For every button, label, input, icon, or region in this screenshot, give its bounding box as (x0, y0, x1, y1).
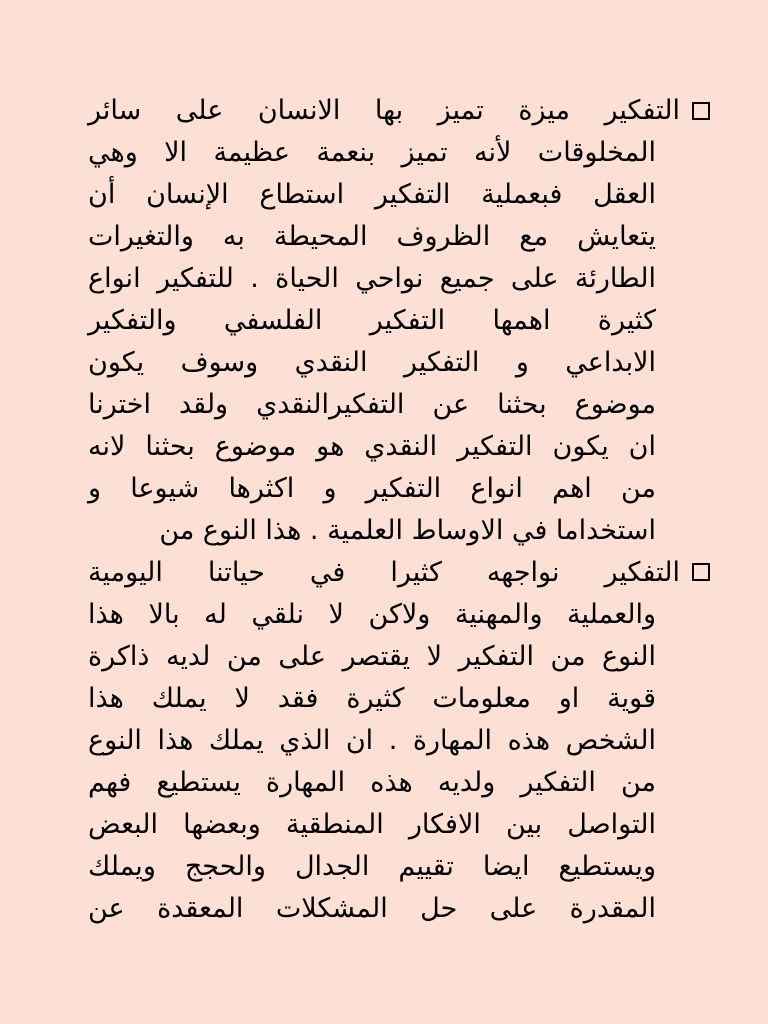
line-text: من التفكير ولديه هذه المهارة يستطيع فهم (88, 767, 656, 798)
line-text: موضوع بحثنا عن التفكيرالنقدي ولقد اخترنا (88, 389, 656, 420)
hollow-square-bullet-icon (692, 563, 710, 581)
paragraph-line (88, 426, 680, 468)
line-text: ويستطيع ايضا تقييم الجدال والحجج ويملك (88, 851, 656, 882)
paragraph-line (88, 636, 680, 678)
line-text: النوع من التفكير لا يقتصر على من لديه ذاكرة (88, 641, 656, 672)
line-text: الطارئة على جميع نواحي الحياة . للتفكير انواع (88, 263, 656, 294)
paragraph-line (88, 174, 680, 216)
line-text: قوية او معلومات كثيرة فقد لا يملك هذا (88, 683, 656, 714)
document-page (88, 90, 680, 980)
paragraph-line (88, 762, 680, 804)
paragraph-line (88, 552, 680, 594)
line-text: التواصل بين الافكار المنطقية وبعضها البعض (88, 809, 656, 840)
paragraph-line (88, 804, 680, 846)
paragraph-line (88, 300, 680, 342)
paragraph-1 (88, 90, 680, 552)
line-text: الابداعي و التفكير النقدي وسوف يكون (88, 347, 656, 378)
line-text: من اهم انواع التفكير و اكثرها شيوعا و (88, 473, 656, 504)
paragraph-line (88, 468, 680, 510)
paragraph-line (88, 90, 680, 132)
line-text: التفكير نواجهه كثيرا في حياتنا اليومية (88, 557, 680, 588)
line-text: كثيرة اهمها التفكير الفلسفي والتفكير (88, 305, 656, 336)
paragraph-line (88, 720, 680, 762)
paragraph-line (88, 216, 680, 258)
paragraph-line (88, 846, 680, 888)
hollow-square-bullet-icon (692, 102, 710, 120)
line-text: المخلوقات لأنه تميز بنعمة عظيمة الا وهي (88, 137, 656, 168)
paragraph-line (88, 132, 680, 174)
paragraph-line (88, 594, 680, 636)
line-text: المقدرة على حل المشكلات المعقدة عن (88, 893, 656, 924)
line-text: ان يكون التفكير النقدي هو موضوع بحثنا لانه (88, 431, 656, 462)
paragraph-line (88, 342, 680, 384)
line-text: استخداما في الاوساط العلمية . هذا النوع من (159, 515, 656, 546)
paragraph-line (88, 678, 680, 720)
line-text: التفكير ميزة تميز بها الانسان على سائر (88, 95, 680, 126)
paragraph-line (88, 510, 680, 552)
line-text: الشخص هذه المهارة . ان الذي يملك هذا النوع (88, 725, 656, 756)
line-text: والعملية والمهنية ولاكن لا نلقي له بالا هذا (88, 599, 656, 630)
line-text: العقل فبعملية التفكير استطاع الإنسان أن (88, 179, 656, 210)
line-text: يتعايش مع الظروف المحيطة به والتغيرات (88, 221, 656, 252)
paragraph-line (88, 384, 680, 426)
paragraph-line (88, 258, 680, 300)
paragraph-line (88, 888, 680, 930)
paragraph-2 (88, 552, 680, 930)
